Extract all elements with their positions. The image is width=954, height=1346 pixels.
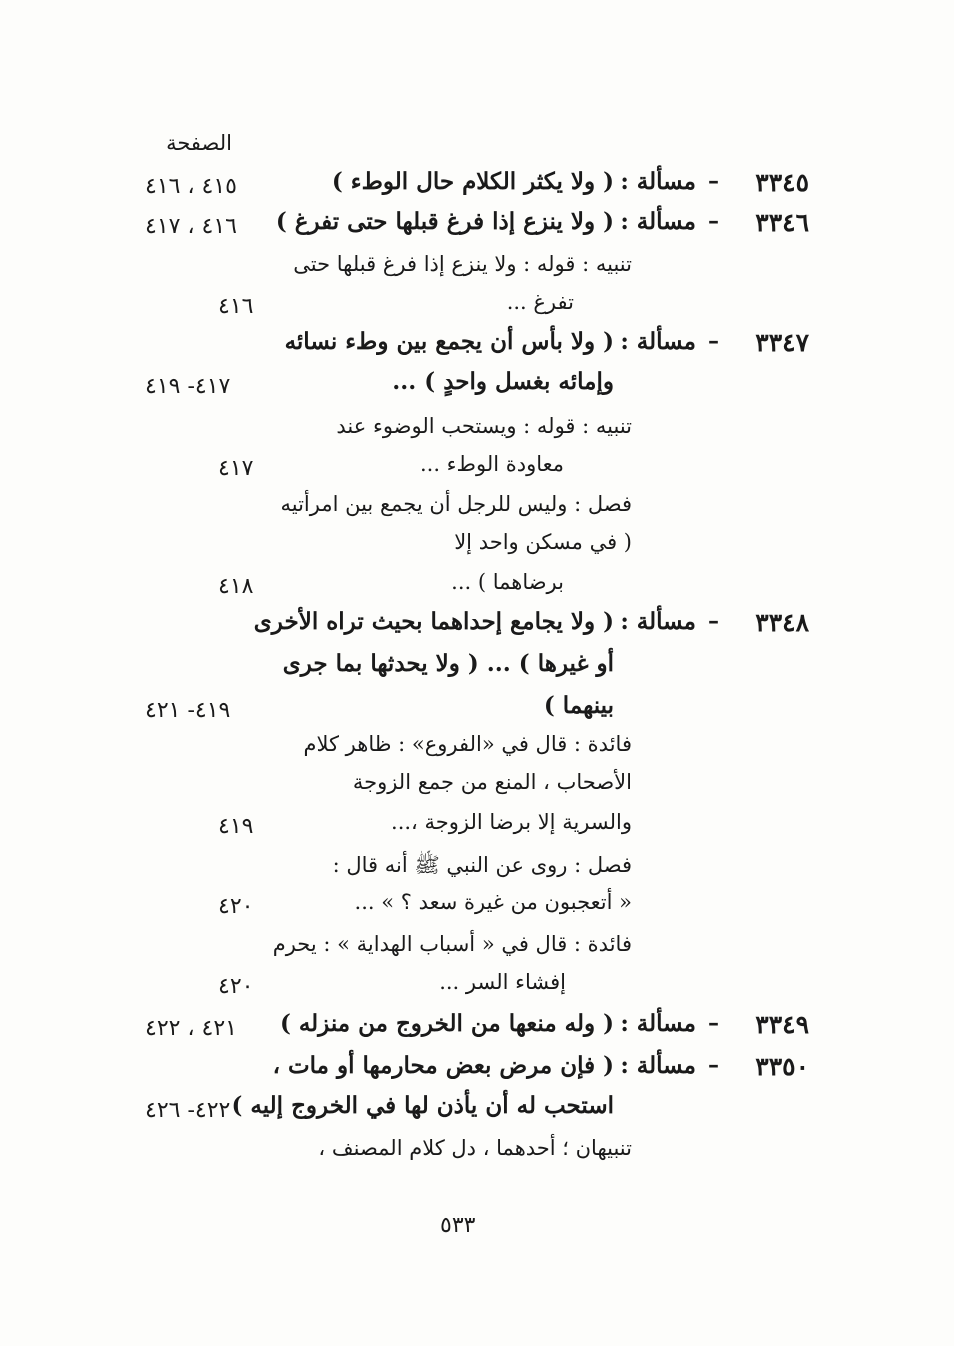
issue-title-line: استحب له أن يأذن لها في الخروج إليه ) (231, 1092, 614, 1119)
page-reference: ٤١٧- ٤١٩ (145, 374, 231, 399)
issue-title: ( وله منعها من الخروج من منزله ) (279, 1010, 614, 1037)
benefit-entry (0, 930, 954, 1010)
note-entry (0, 1134, 954, 1174)
issue-number: ٣٣٤٧ (755, 328, 809, 357)
section-line: ( في مسكن واحد إلا (454, 530, 632, 554)
benefit-line: فائدة : قال في « أسباب الهداية » : يحرم (272, 932, 632, 956)
dash: – (708, 328, 719, 354)
page-number: ٥٣٣ (440, 1213, 476, 1238)
issue-label: مسألة : (620, 208, 696, 235)
issue-title-line: وإمائه بغسل واحدٍ ) ... (392, 368, 614, 395)
issue-label: مسألة : (620, 608, 696, 635)
issue-title: ( ولا يكثر الكلام حال الوطء ) (331, 168, 614, 195)
issue-label: مسألة : (620, 1010, 696, 1037)
section-entry (0, 490, 954, 608)
benefit-entry (0, 730, 954, 848)
note-entry (0, 412, 954, 492)
entry-3348 (0, 606, 954, 726)
note-line: تنبيه : قوله : ولا ينزع إذا فرغ قبلها حتى (293, 252, 632, 276)
issue-label: مسألة : (620, 1052, 696, 1079)
page-reference: ٤٢٠ (218, 974, 254, 999)
note-entry (0, 250, 954, 330)
issue-number: ٣٣٤٩ (755, 1010, 809, 1039)
section-line: فصل : وليس للرجل أن يجمع بين امرأتيه (280, 492, 632, 516)
section-line: برضاهما ) ... (451, 570, 564, 594)
page-reference: ٤١٨ (218, 574, 254, 599)
page-column-header: الصفحة (166, 131, 232, 155)
entry-3345 (0, 166, 954, 202)
page-reference: ٤١٦ (218, 294, 254, 319)
issue-title-line: ( ولا بأس أن يجمع بين وطء نسائه (284, 328, 614, 355)
issue-label: مسألة : (620, 328, 696, 355)
dash: – (708, 168, 719, 194)
entry-3346 (0, 206, 954, 242)
benefit-line: الأصحاب ، المنع من جمع الزوجة (352, 770, 632, 794)
note-line: تنبيهان ؛ أحدهما ، دل كلام المصنف ، (318, 1136, 632, 1160)
issue-number: ٣٣٤٥ (755, 168, 809, 197)
page-reference: ٤١٥ ، ٤١٦ (145, 174, 237, 199)
note-line: تنبيه : قوله : ويستحب الوضوء عند (336, 414, 632, 438)
issue-label: مسألة : (620, 168, 696, 195)
issue-number: ٣٣٥٠ (755, 1052, 809, 1081)
benefit-line: فائدة : قال في «الفروع» : ظاهر كلام (303, 732, 632, 756)
entry-3350 (0, 1050, 954, 1130)
issue-title-line: أو غيرها ) ... ( ولا يحدثها بما جرى (282, 650, 614, 677)
page-reference: ٤١٦ ، ٤١٧ (145, 214, 237, 239)
page-reference: ٤٢١ ، ٤٢٢ (145, 1016, 237, 1041)
section-line: فصل : روى عن النبي ﷺ أنه قال : (332, 853, 632, 877)
benefit-line: إفشاء السر ... (439, 970, 566, 994)
entry-3349 (0, 1008, 954, 1044)
page-reference: ٤١٧ (218, 456, 254, 481)
page-reference: ٤١٩ (218, 814, 254, 839)
issue-title-line: ( فإن مرض بعض محارمها أو مات ، (272, 1052, 614, 1079)
issue-number: ٣٣٤٨ (755, 608, 809, 637)
dash: – (708, 1010, 719, 1036)
issue-title-line: ( ولا يجامع إحداهما بحيث تراه الأخرى (253, 608, 614, 635)
page-reference: ٤١٩- ٤٢١ (145, 698, 231, 723)
issue-number: ٣٣٤٦ (755, 208, 809, 237)
dash: – (708, 608, 719, 634)
issue-title-line: بينهما ) (543, 692, 614, 719)
section-entry (0, 850, 954, 930)
entry-3347 (0, 326, 954, 406)
page-reference: ٤٢٠ (218, 894, 254, 919)
page-reference: ٤٢٢- ٤٢٦ (145, 1098, 231, 1123)
dash: – (708, 1052, 719, 1078)
note-line: معاودة الوطء ... (419, 452, 564, 476)
issue-title: ( ولا ينزع إذا فرغ قبلها حتى تفرغ ) (275, 208, 614, 235)
section-line: « أتعجبون من غيرة سعد ؟ » ... (354, 890, 632, 914)
dash: – (708, 208, 719, 234)
benefit-line: والسرية إلا برضا الزوجة ،... (391, 810, 632, 834)
note-line: تفرغ ... (506, 290, 574, 314)
